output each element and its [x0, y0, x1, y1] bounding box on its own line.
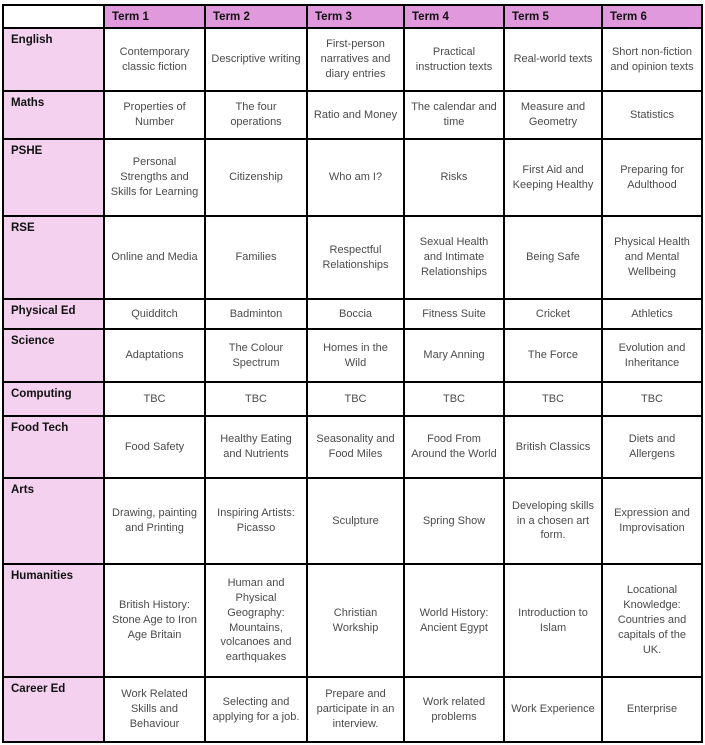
subject-label: PSHE: [3, 139, 104, 216]
topic-cell: TBC: [307, 382, 404, 416]
table-row-science: [3, 329, 702, 382]
topic-cell: Food From Around the World: [404, 416, 504, 478]
topic-cell: Measure and Geometry: [504, 91, 602, 139]
topic-cell: Risks: [404, 139, 504, 216]
subject-label: Food Tech: [3, 416, 104, 478]
topic-cell: Work related problems: [404, 677, 504, 742]
topic-cell: Christian Workship: [307, 564, 404, 677]
topic-cell: TBC: [205, 382, 307, 416]
topic-cell: Diets and Allergens: [602, 416, 702, 478]
topic-cell: Being Safe: [504, 216, 602, 299]
topic-cell: The calendar and time: [404, 91, 504, 139]
topic-cell: The Colour Spectrum: [205, 329, 307, 382]
topic-cell: Spring Show: [404, 478, 504, 564]
topic-cell: Families: [205, 216, 307, 299]
table-row-arts: [3, 478, 702, 564]
topic-cell: Evolution and Inheritance: [602, 329, 702, 382]
topic-cell: Short non-fiction and opinion texts: [602, 28, 702, 91]
topic-cell: TBC: [104, 382, 205, 416]
topic-cell: Contemporary classic fiction: [104, 28, 205, 91]
topic-cell: Practical instruction texts: [404, 28, 504, 91]
topic-cell: Prepare and participate in an interview.: [307, 677, 404, 742]
column-header-term-1: Term 1: [104, 5, 205, 28]
table-row-pshe: [3, 139, 702, 216]
column-header-term-6: Term 6: [602, 5, 702, 28]
topic-cell: Preparing for Adulthood: [602, 139, 702, 216]
header-row: [3, 5, 702, 28]
subject-label: Maths: [3, 91, 104, 139]
topic-cell: Respectful Relationships: [307, 216, 404, 299]
curriculum-table: [2, 4, 703, 743]
table-row-food-tech: [3, 416, 702, 478]
column-header-term-4: Term 4: [404, 5, 504, 28]
corner-cell: [3, 5, 104, 28]
topic-cell: Introduction to Islam: [504, 564, 602, 677]
topic-cell: Developing skills in a chosen art form.: [504, 478, 602, 564]
topic-cell: Online and Media: [104, 216, 205, 299]
topic-cell: British Classics: [504, 416, 602, 478]
topic-cell: Locational Knowledge: Countries and capitals of the UK.: [602, 564, 702, 677]
topic-cell: The four operations: [205, 91, 307, 139]
topic-cell: Seasonality and Food Miles: [307, 416, 404, 478]
topic-cell: Badminton: [205, 299, 307, 329]
topic-cell: The Force: [504, 329, 602, 382]
subject-label: Humanities: [3, 564, 104, 677]
table-row-career-ed: [3, 677, 702, 742]
subject-label: Career Ed: [3, 677, 104, 742]
topic-cell: Who am I?: [307, 139, 404, 216]
column-header-term-2: Term 2: [205, 5, 307, 28]
topic-cell: Work Related Skills and Behaviour: [104, 677, 205, 742]
topic-cell: Personal Strengths and Skills for Learning: [104, 139, 205, 216]
topic-cell: Enterprise: [602, 677, 702, 742]
table-body: [3, 28, 702, 742]
topic-cell: Healthy Eating and Nutrients: [205, 416, 307, 478]
topic-cell: Adaptations: [104, 329, 205, 382]
topic-cell: Athletics: [602, 299, 702, 329]
topic-cell: Fitness Suite: [404, 299, 504, 329]
table-head: [3, 5, 702, 28]
table-row-maths: [3, 91, 702, 139]
table-row-computing: [3, 382, 702, 416]
topic-cell: Homes in the Wild: [307, 329, 404, 382]
topic-cell: TBC: [404, 382, 504, 416]
topic-cell: Mary Anning: [404, 329, 504, 382]
topic-cell: TBC: [504, 382, 602, 416]
topic-cell: First Aid and Keeping Healthy: [504, 139, 602, 216]
subject-label: Science: [3, 329, 104, 382]
topic-cell: World History: Ancient Egypt: [404, 564, 504, 677]
subject-label: RSE: [3, 216, 104, 299]
topic-cell: Food Safety: [104, 416, 205, 478]
topic-cell: Citizenship: [205, 139, 307, 216]
topic-cell: Boccia: [307, 299, 404, 329]
column-header-term-3: Term 3: [307, 5, 404, 28]
topic-cell: Drawing, painting and Printing: [104, 478, 205, 564]
subject-label: Physical Ed: [3, 299, 104, 329]
table-row-rse: [3, 216, 702, 299]
topic-cell: Sexual Health and Intimate Relationships: [404, 216, 504, 299]
topic-cell: Real-world texts: [504, 28, 602, 91]
topic-cell: Selecting and applying for a job.: [205, 677, 307, 742]
column-header-term-5: Term 5: [504, 5, 602, 28]
topic-cell: First-person narratives and diary entries: [307, 28, 404, 91]
subject-label: Arts: [3, 478, 104, 564]
topic-cell: Quidditch: [104, 299, 205, 329]
topic-cell: Ratio and Money: [307, 91, 404, 139]
subject-label: Computing: [3, 382, 104, 416]
topic-cell: British History: Stone Age to Iron Age Britain: [104, 564, 205, 677]
topic-cell: Cricket: [504, 299, 602, 329]
topic-cell: Statistics: [602, 91, 702, 139]
table-row-humanities: [3, 564, 702, 677]
table-row-physical-ed: [3, 299, 702, 329]
topic-cell: Inspiring Artists: Picasso: [205, 478, 307, 564]
table-row-english: [3, 28, 702, 91]
topic-cell: Properties of Number: [104, 91, 205, 139]
topic-cell: Descriptive writing: [205, 28, 307, 91]
topic-cell: TBC: [602, 382, 702, 416]
topic-cell: Human and Physical Geography: Mountains, volcanoes and earthquakes: [205, 564, 307, 677]
topic-cell: Work Experience: [504, 677, 602, 742]
topic-cell: Expression and Improvisation: [602, 478, 702, 564]
subject-label: English: [3, 28, 104, 91]
topic-cell: Physical Health and Mental Wellbeing: [602, 216, 702, 299]
topic-cell: Sculpture: [307, 478, 404, 564]
